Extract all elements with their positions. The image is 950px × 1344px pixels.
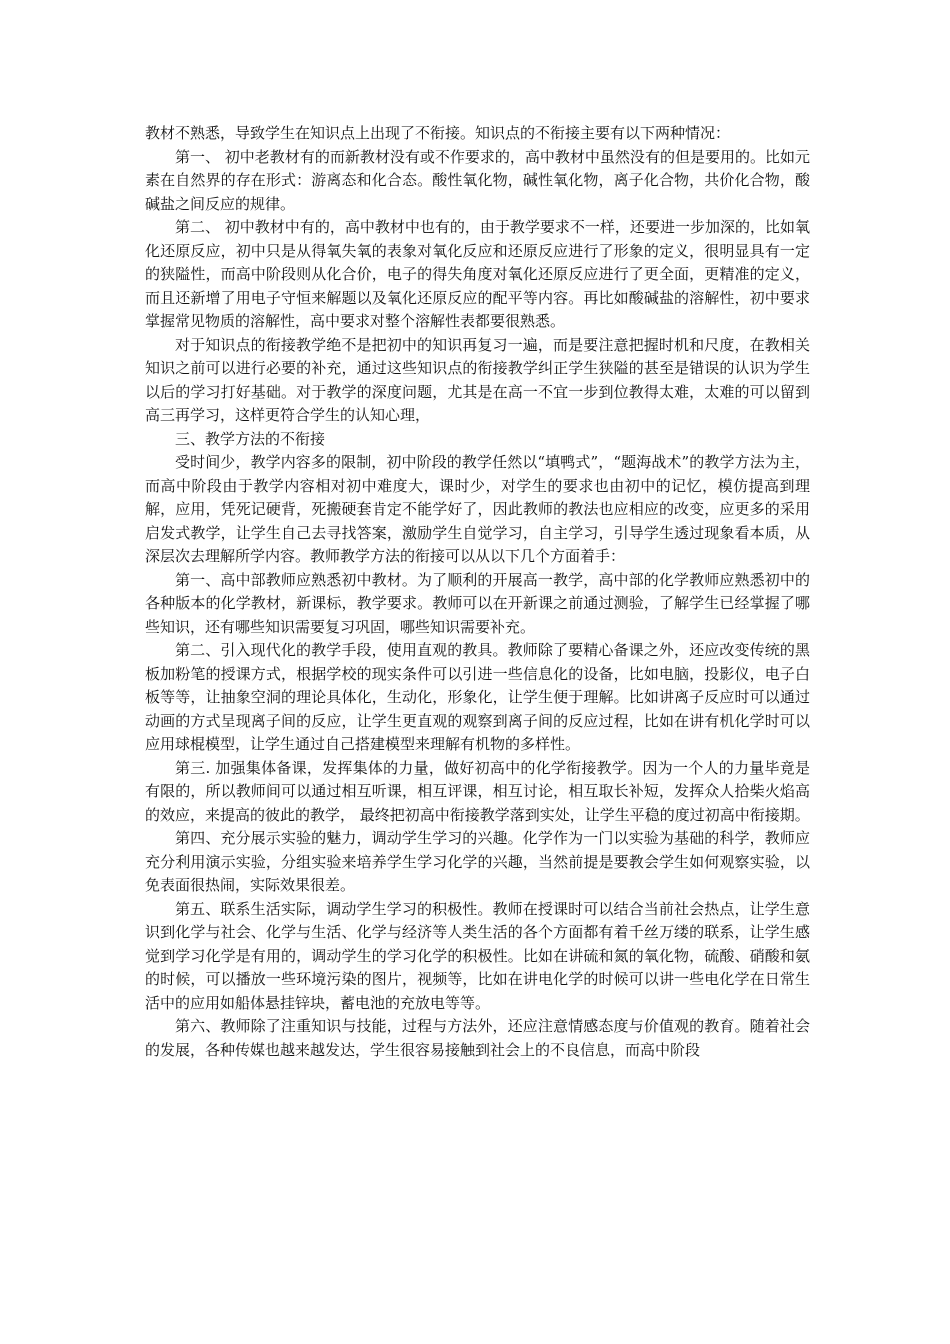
paragraph: 第六、教师除了注重知识与技能，过程与方法外，还应注意情感态度与价值观的教育。随着社会的发展，各种传媒也越来越发达，学生很容易接触到社会上的不良信息，而高中阶段	[145, 1017, 810, 1059]
paragraph: 对于知识点的衔接教学绝不是把初中的知识再复习一遍，而是要注意把握时机和尺度，在教相关知识之前可以进行必要的补充，通过这些知识点的衔接教学纠正学生狭隘的甚至是错误的认识为学生以后的学习打好基础。对于教学的深度问题，尤其是在高一不宜一步到位教得太难，太难的可以留到高三再学习，这样更符合学生的认知心理，	[145, 335, 810, 424]
paragraph: 第三. 加强集体备课，发挥集体的力量，做好初高中的化学衔接教学。因为一个人的力量毕竟是有限的，所以教师间可以通过相互听课，相互评课，相互讨论，相互取长补短，发挥众人拾柴火焰高的效应，来提高的彼此的教学， 最终把初高中衔接教学落到实处，让学生平稳的度过初高中衔接期。	[145, 758, 810, 824]
paragraph: 第二、引入现代化的教学手段，使用直观的教具。教师除了要精心备课之外，还应改变传统的黑板加粉笔的授课方式，根据学校的现实条件可以引进一些信息化的设备，比如电脑，投影仪，电子白板等等，让抽象空洞的理论具体化，生动化，形象化，让学生便于理解。比如讲离子反应时可以通过动画的方式呈现离子间的反应，让学生更直观的观察到离子间的反应过程，比如在讲有机化学时可以应用球棍模型，让学生通过自己搭建模型来理解有机物的多样性。	[145, 641, 810, 753]
paragraph: 第四、充分展示实验的魅力，调动学生学习的兴趣。化学作为一门以实验为基础的科学，教师应充分利用演示实验，分组实验来培养学生学习化学的兴趣，当然前提是要教会学生如何观察实验，以免表面很热闹，实际效果很差。	[145, 829, 810, 894]
paragraph: 第五、联系生活实际，调动学生学习的积极性。教师在授课时可以结合当前社会热点，让学生意识到化学与社会、化学与生活、化学与经济等人类生活的各个方面都有着千丝万缕的联系，让学生感觉到学习化学是有用的，调动学生的学习化学的积极性。比如在讲硫和氮的氧化物，硫酸、硝酸和氨的时候，可以播放一些环境污染的图片，视频等，比如在讲电化学的时候可以讲一些电化学在日常生活中的应用如船体悬挂锌块，蓄电池的充放电等等。	[145, 899, 810, 1012]
paragraph: 第一、高中部教师应熟悉初中教材。为了顺利的开展高一教学，高中部的化学教师应熟悉初中的各种版本的化学教材，新课标，教学要求。教师可以在开新课之前通过测验，了解学生已经掌握了哪些知识，还有哪些知识需要复习巩固，哪些知识需要补充。	[145, 570, 810, 636]
paragraph: 第一、 初中老教材有的而新教材没有或不作要求的，高中教材中虽然没有的但是要用的。比如元素在自然界的存在形式：游离态和化合态。酸性氧化物，碱性氧化物，离子化合物，共价化合物，酸碱盐之间反应的规律。	[145, 147, 810, 213]
paragraph: 受时间少，教学内容多的限制，初中阶段的教学任然以“填鸭式”，“题海战术”的教学方法为主，而高中阶段由于教学内容相对初中难度大，课时少，对学生的要求也由初中的记忆，模仿提高到理解，应用，凭死记硬背，死搬硬套肯定不能学好了，因此教师的教法也应相应的改变，应更多的采用启发式教学，让学生自己去寻找答案，激励学生自觉学习，自主学习，引导学生透过现象看本质，从深层次去理解所学内容。教师教学方法的衔接可以从以下几个方面着手：	[145, 453, 810, 565]
section-heading: 三、教学方法的不衔接	[175, 429, 326, 448]
paragraph: 第二、 初中教材中有的，高中教材中也有的，由于教学要求不一样，还要进一步加深的，比如氧化还原反应，初中只是从得氧失氧的表象对氧化反应和还原反应进行了形象的定义，很明显具有一定的狭隘性，而高中阶段则从化合价，电子的得失角度对氧化还原反应进行了更全面，更精准的定义，而且还新增了用电子守恒来解题以及氧化还原反应的配平等内容。再比如酸碱盐的溶解性，初中要求掌握常见物质的溶解性，高中要求对整个溶解性表都要很熟悉。	[145, 218, 810, 330]
document-body	[145, 122, 810, 1062]
paragraph: 教材不熟悉，导致学生在知识点上出现了不衔接。知识点的不衔接主要有以下两种情况：	[145, 124, 731, 142]
